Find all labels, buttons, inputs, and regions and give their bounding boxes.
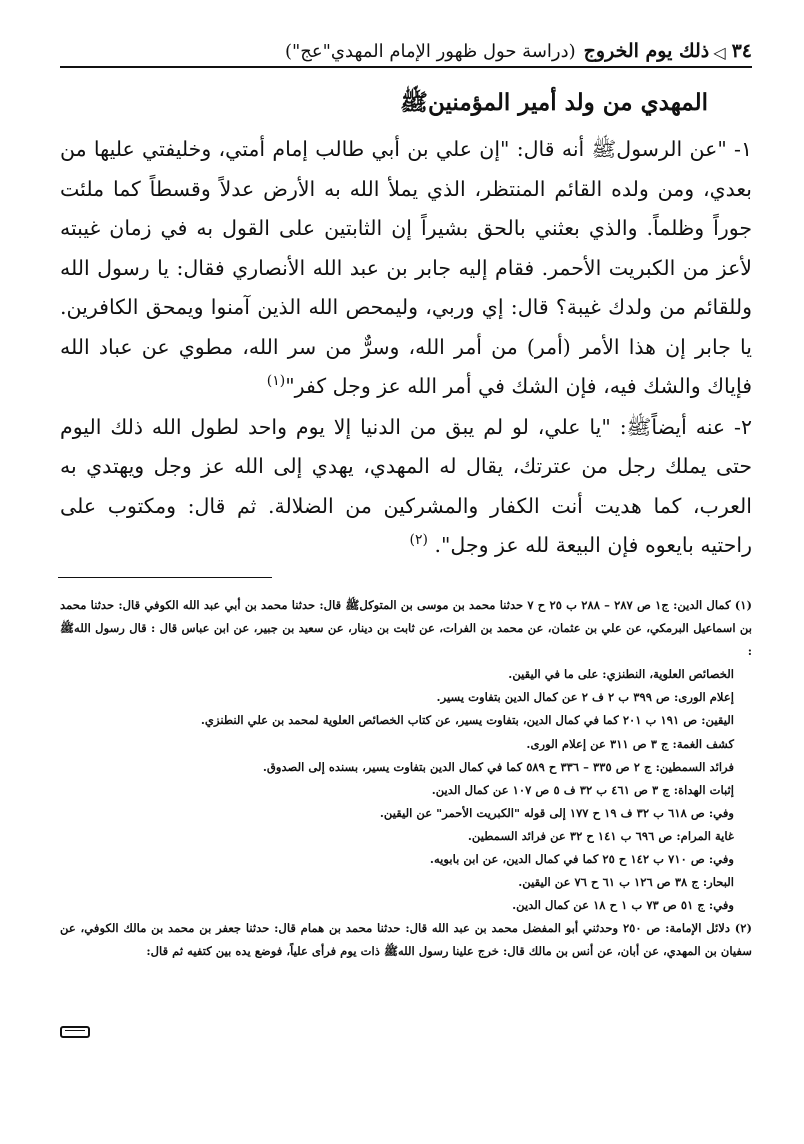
paragraph — [60, 408, 752, 566]
paragraph-text: ٢- عنه أيضاًﷺ: "يا علي، لو لم يبق من الدنيا إلا يوم واحد لطول الله ذلك اليوم حتى يملك رجل من عترتك، يقال له المهدي، يهدي إلى الله عز وجل ويهتدي به العرب، كما هديت أنت الكفار والمشركين من الضلالة. ثم قال: ومكتوب على راحتيه بايعوه فإن البيعة لله عز وجل". — [60, 414, 752, 557]
footnote-ref: (١) — [266, 373, 286, 390]
footnotes — [60, 594, 752, 964]
main-text — [60, 130, 752, 566]
section-heading: المهدي من ولد أمير المؤمنينﷺ — [400, 89, 708, 116]
page-number: ٣٤ — [731, 40, 752, 62]
footnote-source: البحار: ج ٣٨ ص ١٢٦ ب ٦١ ح ٧٦ عن اليقين. — [518, 875, 734, 890]
footnote-source: اليقين: ص ١٩١ ب ٢٠١ كما في كمال الدين، بتفاوت يسير، عن كتاب الخصائص العلوية لمحمد بن علي النطنزي. — [200, 713, 734, 728]
footnote-source: وفي: ج ٥١ ص ٧٣ ب ١ ح ١٨ عن كمال الدين. — [512, 898, 734, 913]
footnote-source: إثبات الهداة: ج ٣ ص ٤٦١ ب ٣٢ ف ٥ ص ١٠٧ عن كمال الدين. — [431, 782, 734, 797]
paragraph — [60, 130, 752, 407]
footnote-source: الخصائص العلوية، النطنزي: على ما في اليقين. — [508, 667, 734, 682]
footnote-source: وفي: ص ٧١٠ ب ١٤٢ ح ٢٥ كما في كمال الدين، عن ابن بابويه. — [429, 852, 734, 867]
footnote-source: وفي: ص ٦١٨ ب ٣٢ ف ١٩ ح ١٧٧ إلى قوله "الكبريت الأحمر" عن اليقين. — [379, 805, 734, 820]
footnote-divider — [58, 577, 272, 578]
footnote-2: (٢) دلائل الإمامة: ص ٢٥٠ وحدثني أبو المفضل محمد بن عبد الله قال: حدثنا محمد بن همام قال: حدثنا جعفر بن محمد بن مالك الكوفي، عن سفيان بن المهدي، عن أبان، عن أنس بن مالك قال: خرج علينا رسول اللهﷺ ذات يوم فرأى علياً، فوضع يده بين كتفيه ثم قال: — [60, 921, 752, 959]
running-header — [60, 32, 752, 68]
footnote-source: كشف الغمة: ج ٣ ص ٣١١ عن إعلام الورى. — [526, 736, 734, 751]
paragraph-text: ١- "عن الرسولﷺ أنه قال: "إن علي بن أبي طالب إمام أمتي، وخليفتي عليها من بعدي، ومن ولده القائم المنتظر، الذي يملأ الله به الأرض عدلاً وقسطاً كما ملئت جوراً وظلماً. والذي بعثني بالحق بشيراً إن الثابتين على القول به في زمان غيبته لأعز من الكبريت الأحمر. فقام إليه جابر بن عبد الله الأنصاري فقال: يا رسول الله وللقائم من ولدك غيبة؟ قال: إي وربي، وليمحص الله الذين آمنوا ويمحق الكافرين. يا جابر إن هذا الأمر (أمر) من أمر الله، وسرٌّ من سر الله، مطوي عن عباد الله فإياك والشك فيه، فإن الشك في أمر الله عز وجل كفر" — [60, 137, 752, 398]
book-title: ذلك يوم الخروج — [583, 40, 710, 62]
book-subtitle: (دراسة حول ظهور الإمام المهدي"عج") — [284, 41, 576, 62]
footnote-ref: (٢) — [409, 532, 428, 549]
continuation-mark-icon — [60, 1026, 90, 1038]
footnote-source: إعلام الورى: ص ٣٩٩ ب ٢ ف ٢ عن كمال الدين بتفاوت يسير. — [436, 690, 734, 705]
footnote-source: فرائد السمطين: ج ٢ ص ٣٣٥ – ٣٣٦ ح ٥٨٩ كما في كمال الدين بتفاوت يسير، بسنده إلى الصدوق. — [262, 759, 734, 774]
footnote-source: غاية المرام: ص ٦٩٦ ب ١٤١ ح ٣٢ عن فرائد السمطين. — [467, 828, 734, 843]
arrow-icon: ◁ — [713, 43, 726, 62]
footnote-1: (١) كمال الدين: ج١ ص ٢٨٧ – ٢٨٨ ب ٢٥ ح ٧ حدثنا محمد بن موسى بن المتوكلﷺ قال: حدثنا محمد بن أبي عبد الله الكوفي قال: حدثنا محمد بن اسماعيل البرمكي، عن علي بن عثمان، عن محمد بن الفرات، عن ثابت بن دينار، عن سعيد بن جبير، عن ابن عباس قال : قال رسول اللهﷺ : — [60, 598, 753, 659]
